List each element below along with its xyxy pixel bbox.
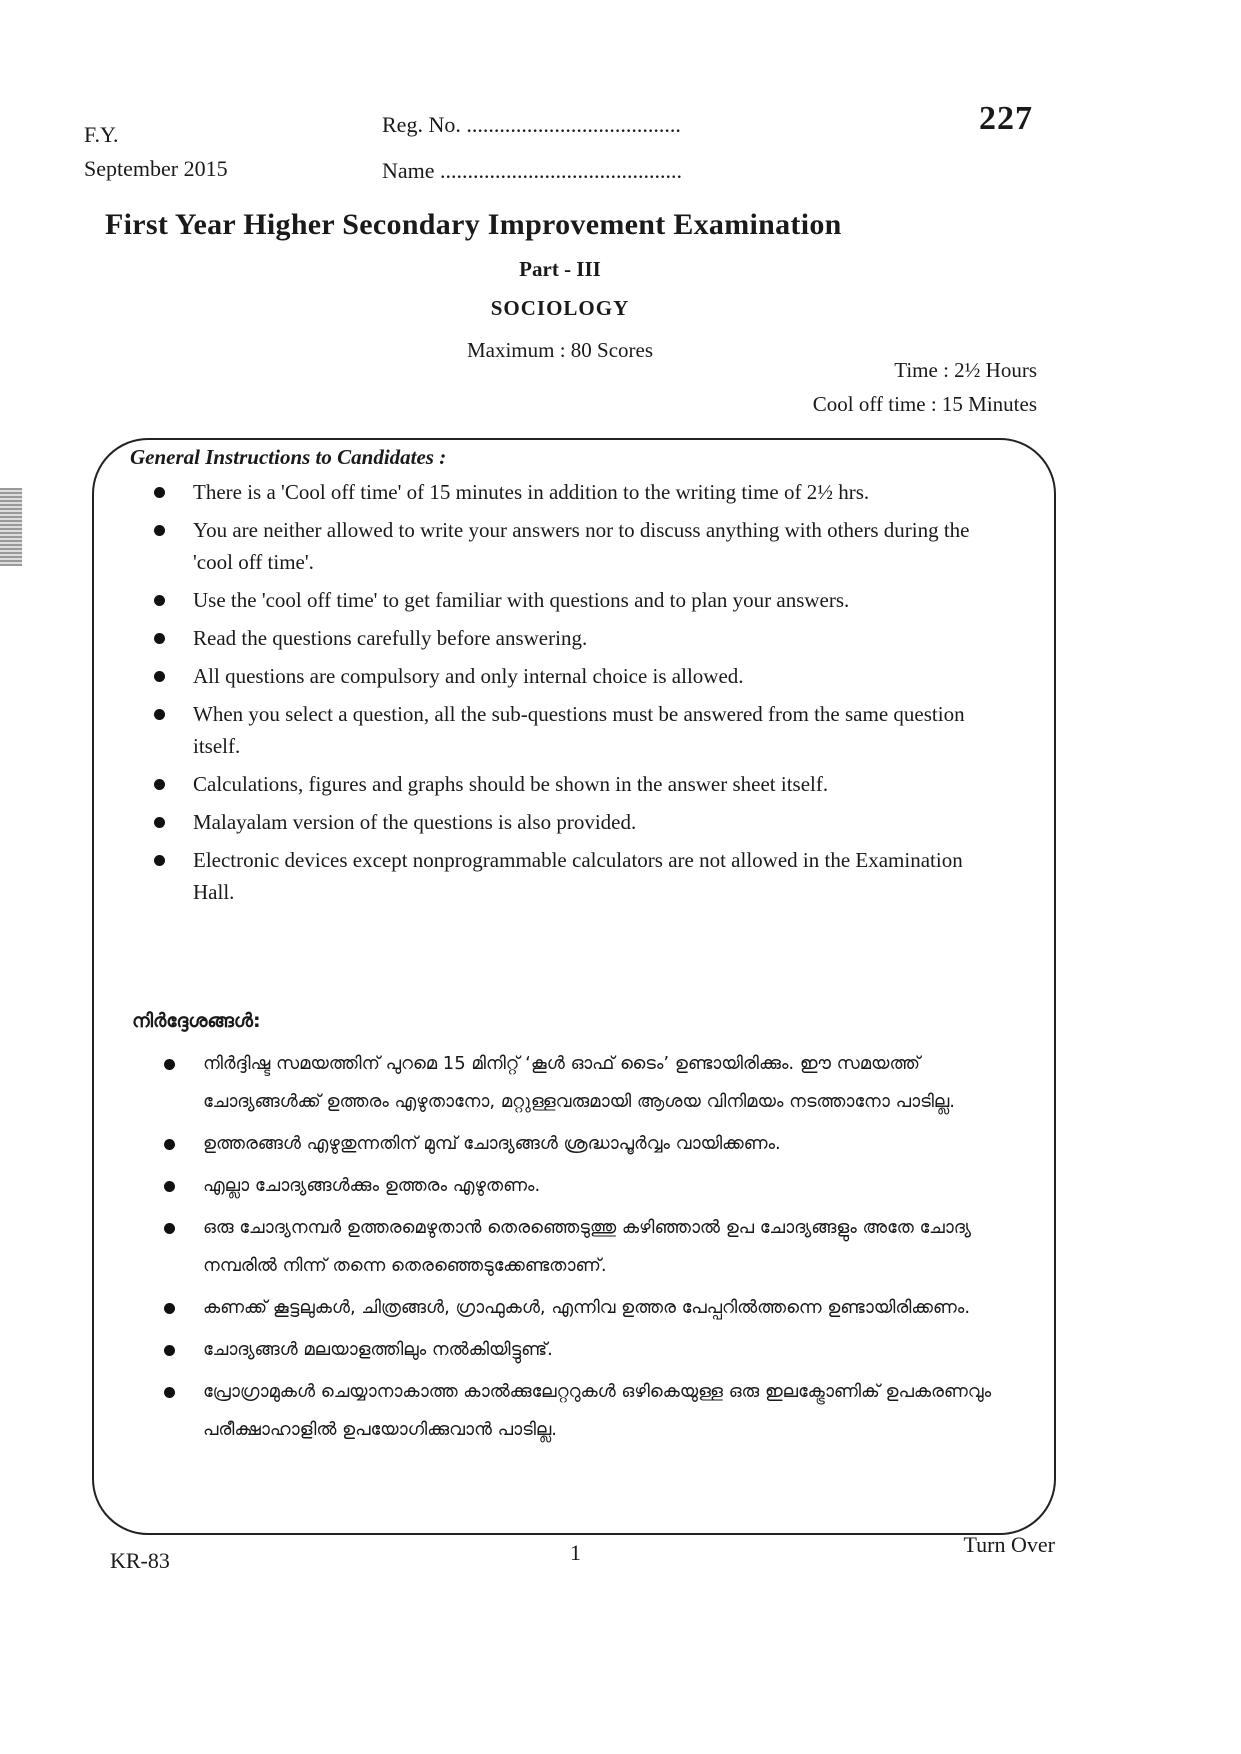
list-item: നിർദ്ദിഷ്ട സമയത്തിന് പുറമെ 15 മിനിറ്റ് ‘കൂൾ ഓഫ് ടൈം’ ഉണ്ടായിരിക്കും. ഈ സമയത്ത് ചോദ്യങ്ങൾക്ക് ഉത്തരം എഴുതാനോ, മറ്റുള്ളവരുമായി ആശയ വിനിമയം നടത്താനോ പാടില്ല. bbox=[158, 1045, 998, 1121]
list-item: ഒരു ചോദ്യനമ്പർ ഉത്തരമെഴുതാൻ തെരഞ്ഞെടുത്തു കഴിഞ്ഞാൽ ഉപ ചോദ്യങ്ങളും അതേ ചോദ്യ നമ്പരിൽ നിന്ന് തന്നെ തെരഞ്ഞെടുക്കേണ്ടതാണ്. bbox=[158, 1209, 998, 1285]
list-item: You are neither allowed to write your answers nor to discuss anything with others during the 'cool off time'. bbox=[148, 514, 998, 578]
list-item: There is a 'Cool off time' of 15 minutes in addition to the writing time of 2½ hrs. bbox=[148, 476, 998, 508]
bullet-icon bbox=[164, 1139, 175, 1150]
reg-no-field: Reg. No. ....................................... bbox=[382, 112, 681, 137]
paper-code: 227 bbox=[979, 100, 1033, 137]
exam-part: Part - III bbox=[519, 257, 601, 281]
bullet-icon bbox=[154, 855, 165, 866]
list-item: Calculations, figures and graphs should be shown in the answer sheet itself. bbox=[148, 768, 998, 800]
list-item: When you select a question, all the sub-questions must be answered from the same question itself. bbox=[148, 698, 998, 762]
bullet-icon bbox=[154, 525, 165, 536]
bullet-icon bbox=[164, 1345, 175, 1356]
bullet-icon bbox=[154, 779, 165, 790]
list-item: Malayalam version of the questions is also provided. bbox=[148, 806, 998, 838]
malayalam-instructions-heading: നിർദ്ദേശങ്ങൾ: bbox=[132, 1010, 261, 1032]
exam-title: First Year Higher Secondary Improvement Examination bbox=[105, 208, 842, 241]
list-item: Read the questions carefully before answering. bbox=[148, 622, 998, 654]
scan-artifact bbox=[0, 488, 22, 566]
bullet-icon bbox=[164, 1059, 175, 1070]
list-item: എല്ലാ ചോദ്യങ്ങൾക്കും ഉത്തരം എഴുതണം. bbox=[158, 1167, 998, 1205]
list-item: കണക്ക് കൂട്ടലുകൾ, ചിത്രങ്ങൾ, ഗ്രാഫുകൾ, എന്നിവ ഉത്തര പേപ്പറിൽത്തന്നെ ഉണ്ടായിരിക്കണം. bbox=[158, 1289, 998, 1327]
session-label: September 2015 bbox=[84, 156, 228, 181]
fy-label: F.Y. bbox=[84, 122, 119, 147]
instructions-heading: General Instructions to Candidates : bbox=[130, 445, 447, 469]
exam-subject: SOCIOLOGY bbox=[490, 296, 630, 320]
bullet-icon bbox=[164, 1181, 175, 1192]
list-item: All questions are compulsory and only internal choice is allowed. bbox=[148, 660, 998, 692]
list-item: ഉത്തരങ്ങൾ എഴുതുന്നതിന് മുമ്പ് ചോദ്യങ്ങൾ ശ്രദ്ധാപൂർവ്വം വായിക്കണം. bbox=[158, 1125, 998, 1163]
header-left bbox=[84, 118, 228, 186]
bullet-icon bbox=[154, 709, 165, 720]
list-item: Electronic devices except nonprogrammable calculators are not allowed in the Examination Hall. bbox=[148, 844, 998, 908]
list-item: ചോദ്യങ്ങൾ മലയാളത്തിലും നൽകിയിട്ടുണ്ട്. bbox=[158, 1331, 998, 1369]
turn-over-label: Turn Over bbox=[963, 1532, 1055, 1557]
name-field: Name ............................................ bbox=[382, 158, 683, 183]
bullet-icon bbox=[154, 817, 165, 828]
bullet-icon bbox=[164, 1387, 175, 1398]
english-instructions-list bbox=[148, 476, 998, 914]
bullet-icon bbox=[154, 487, 165, 498]
page-number: 1 bbox=[570, 1540, 581, 1565]
list-item: പ്രോഗ്രാമുകൾ ചെയ്യാനാകാത്ത കാൽക്കുലേറ്ററുകൾ ഒഴികെയുള്ള ഒരു ഇലക്ട്രോണിക് ഉപകരണവും പരീക്ഷാഹാളിൽ ഉപയോഗിക്കുവാൻ പാടില്ല. bbox=[158, 1373, 998, 1449]
bullet-icon bbox=[154, 595, 165, 606]
bullet-icon bbox=[164, 1303, 175, 1314]
max-scores: Maximum : 80 Scores bbox=[466, 338, 654, 362]
bullet-icon bbox=[164, 1223, 175, 1234]
exam-time: Time : 2½ Hours bbox=[894, 358, 1037, 382]
bullet-icon bbox=[154, 633, 165, 644]
footer-code: KR-83 bbox=[110, 1548, 170, 1573]
cool-off-time: Cool off time : 15 Minutes bbox=[812, 392, 1037, 416]
list-item: Use the 'cool off time' to get familiar with questions and to plan your answers. bbox=[148, 584, 998, 616]
malayalam-instructions-list bbox=[158, 1045, 998, 1453]
bullet-icon bbox=[154, 671, 165, 682]
